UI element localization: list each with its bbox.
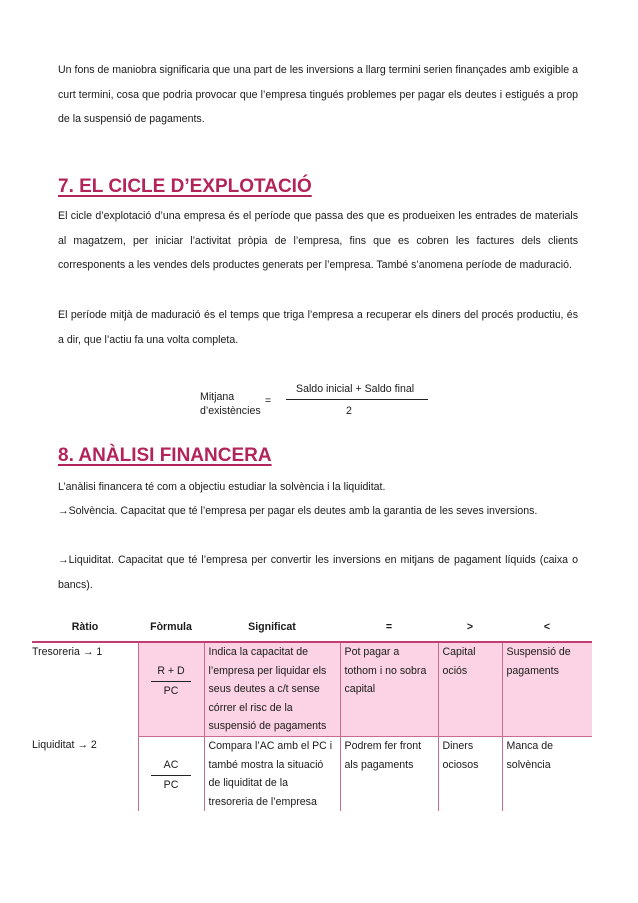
formula-denominator-cell: PC — [163, 778, 179, 791]
section-7-paragraph-2: El període mitjà de maduració és el temps que triga l’empresa a recuperar els diners del procés productiu, és a dir, que l’actiu fa una volta completa. — [58, 309, 578, 346]
section-8-heading: 8. ANÀLISI FINANCERA — [58, 445, 272, 466]
meaning-cell: Compara l’AC amb el PC i també mostra la situació de liquiditat de la tresoreria de l’empresa — [204, 736, 340, 811]
formula-numerator-cell: AC — [151, 756, 191, 776]
formula-fraction — [151, 756, 191, 794]
header-less: < — [502, 614, 592, 642]
intro-paragraph: Un fons de maniobra significaria que una part de les inversions a llarg termini serien finançades amb exigible a curt termini, cosa que podria provocar que l’empresa tingués problemes per pagar els deutes i estigués a prop de la suspensió de pagaments. — [58, 64, 578, 126]
ratio-cell: Liquiditat → 2 — [32, 739, 97, 752]
table-row — [32, 642, 592, 736]
formula-denominator: 2 — [346, 405, 352, 417]
section-7-paragraph-1: El cicle d’explotació d’una empresa és el període que passa des que es produeixen les entrades de materials al magatzem, per iniciar l’activitat pròpia de l’empresa, fins que es cobren les factures dels clients corresponents a les vendes dels productes generats per l’empresa. També s’anomena període de maduració. — [58, 210, 578, 272]
formula-denominator-cell: PC — [163, 684, 179, 697]
header-meaning: Significat — [204, 614, 340, 642]
header-formula: Fòrmula — [138, 614, 204, 642]
liquidity-bullet: →Liquiditat. Capacitat que té l’empresa per convertir les inversions en mitjans de pagament líquids (caixa o bancs). — [58, 554, 578, 591]
formula-fraction — [151, 662, 191, 700]
equal-cell: Pot pagar a tothom i no sobra capital — [340, 642, 438, 736]
header-equal: = — [340, 614, 438, 642]
formula-numerator: Saldo inicial + Saldo final — [296, 383, 415, 395]
less-cell: Manca de solvència — [502, 736, 592, 811]
formula-cell — [138, 642, 204, 736]
greater-cell: Diners ociosos — [438, 736, 502, 811]
meaning-cell: Indica la capacitat de l’empresa per liquidar els seus deutes a c/t sense córrer el risc de la suspensió de pagaments — [204, 642, 340, 736]
table-header-row — [32, 614, 592, 642]
ratios-table — [32, 614, 592, 811]
less-cell: Suspensió de pagaments — [502, 642, 592, 736]
formula-numerator-cell: R + D — [151, 662, 191, 682]
formula-fraction-line — [286, 399, 428, 400]
formula-label-line-1: Mitjana — [200, 391, 235, 403]
solvency-bullet: →Solvència. Capacitat que té l’empresa per pagar els deutes amb la garantia de les seves inversions. — [58, 505, 538, 517]
table-row — [32, 736, 592, 811]
greater-cell: Capital ociós — [438, 642, 502, 736]
section-7-heading: 7. EL CICLE D’EXPLOTACIÓ — [58, 176, 312, 197]
header-greater: > — [438, 614, 502, 642]
header-ratio: Ràtio — [32, 614, 138, 642]
equal-cell: Podrem fer front als pagaments — [340, 736, 438, 811]
formula-label-line-2: d’existències — [200, 405, 261, 417]
ratio-cell: Tresoreria → 1 — [32, 646, 103, 658]
formula-cell — [138, 736, 204, 811]
formula-equals-sign: = — [265, 395, 272, 407]
section-8-paragraph-1: L’anàlisi financera té com a objectiu estudiar la solvència i la liquiditat. — [58, 481, 386, 493]
